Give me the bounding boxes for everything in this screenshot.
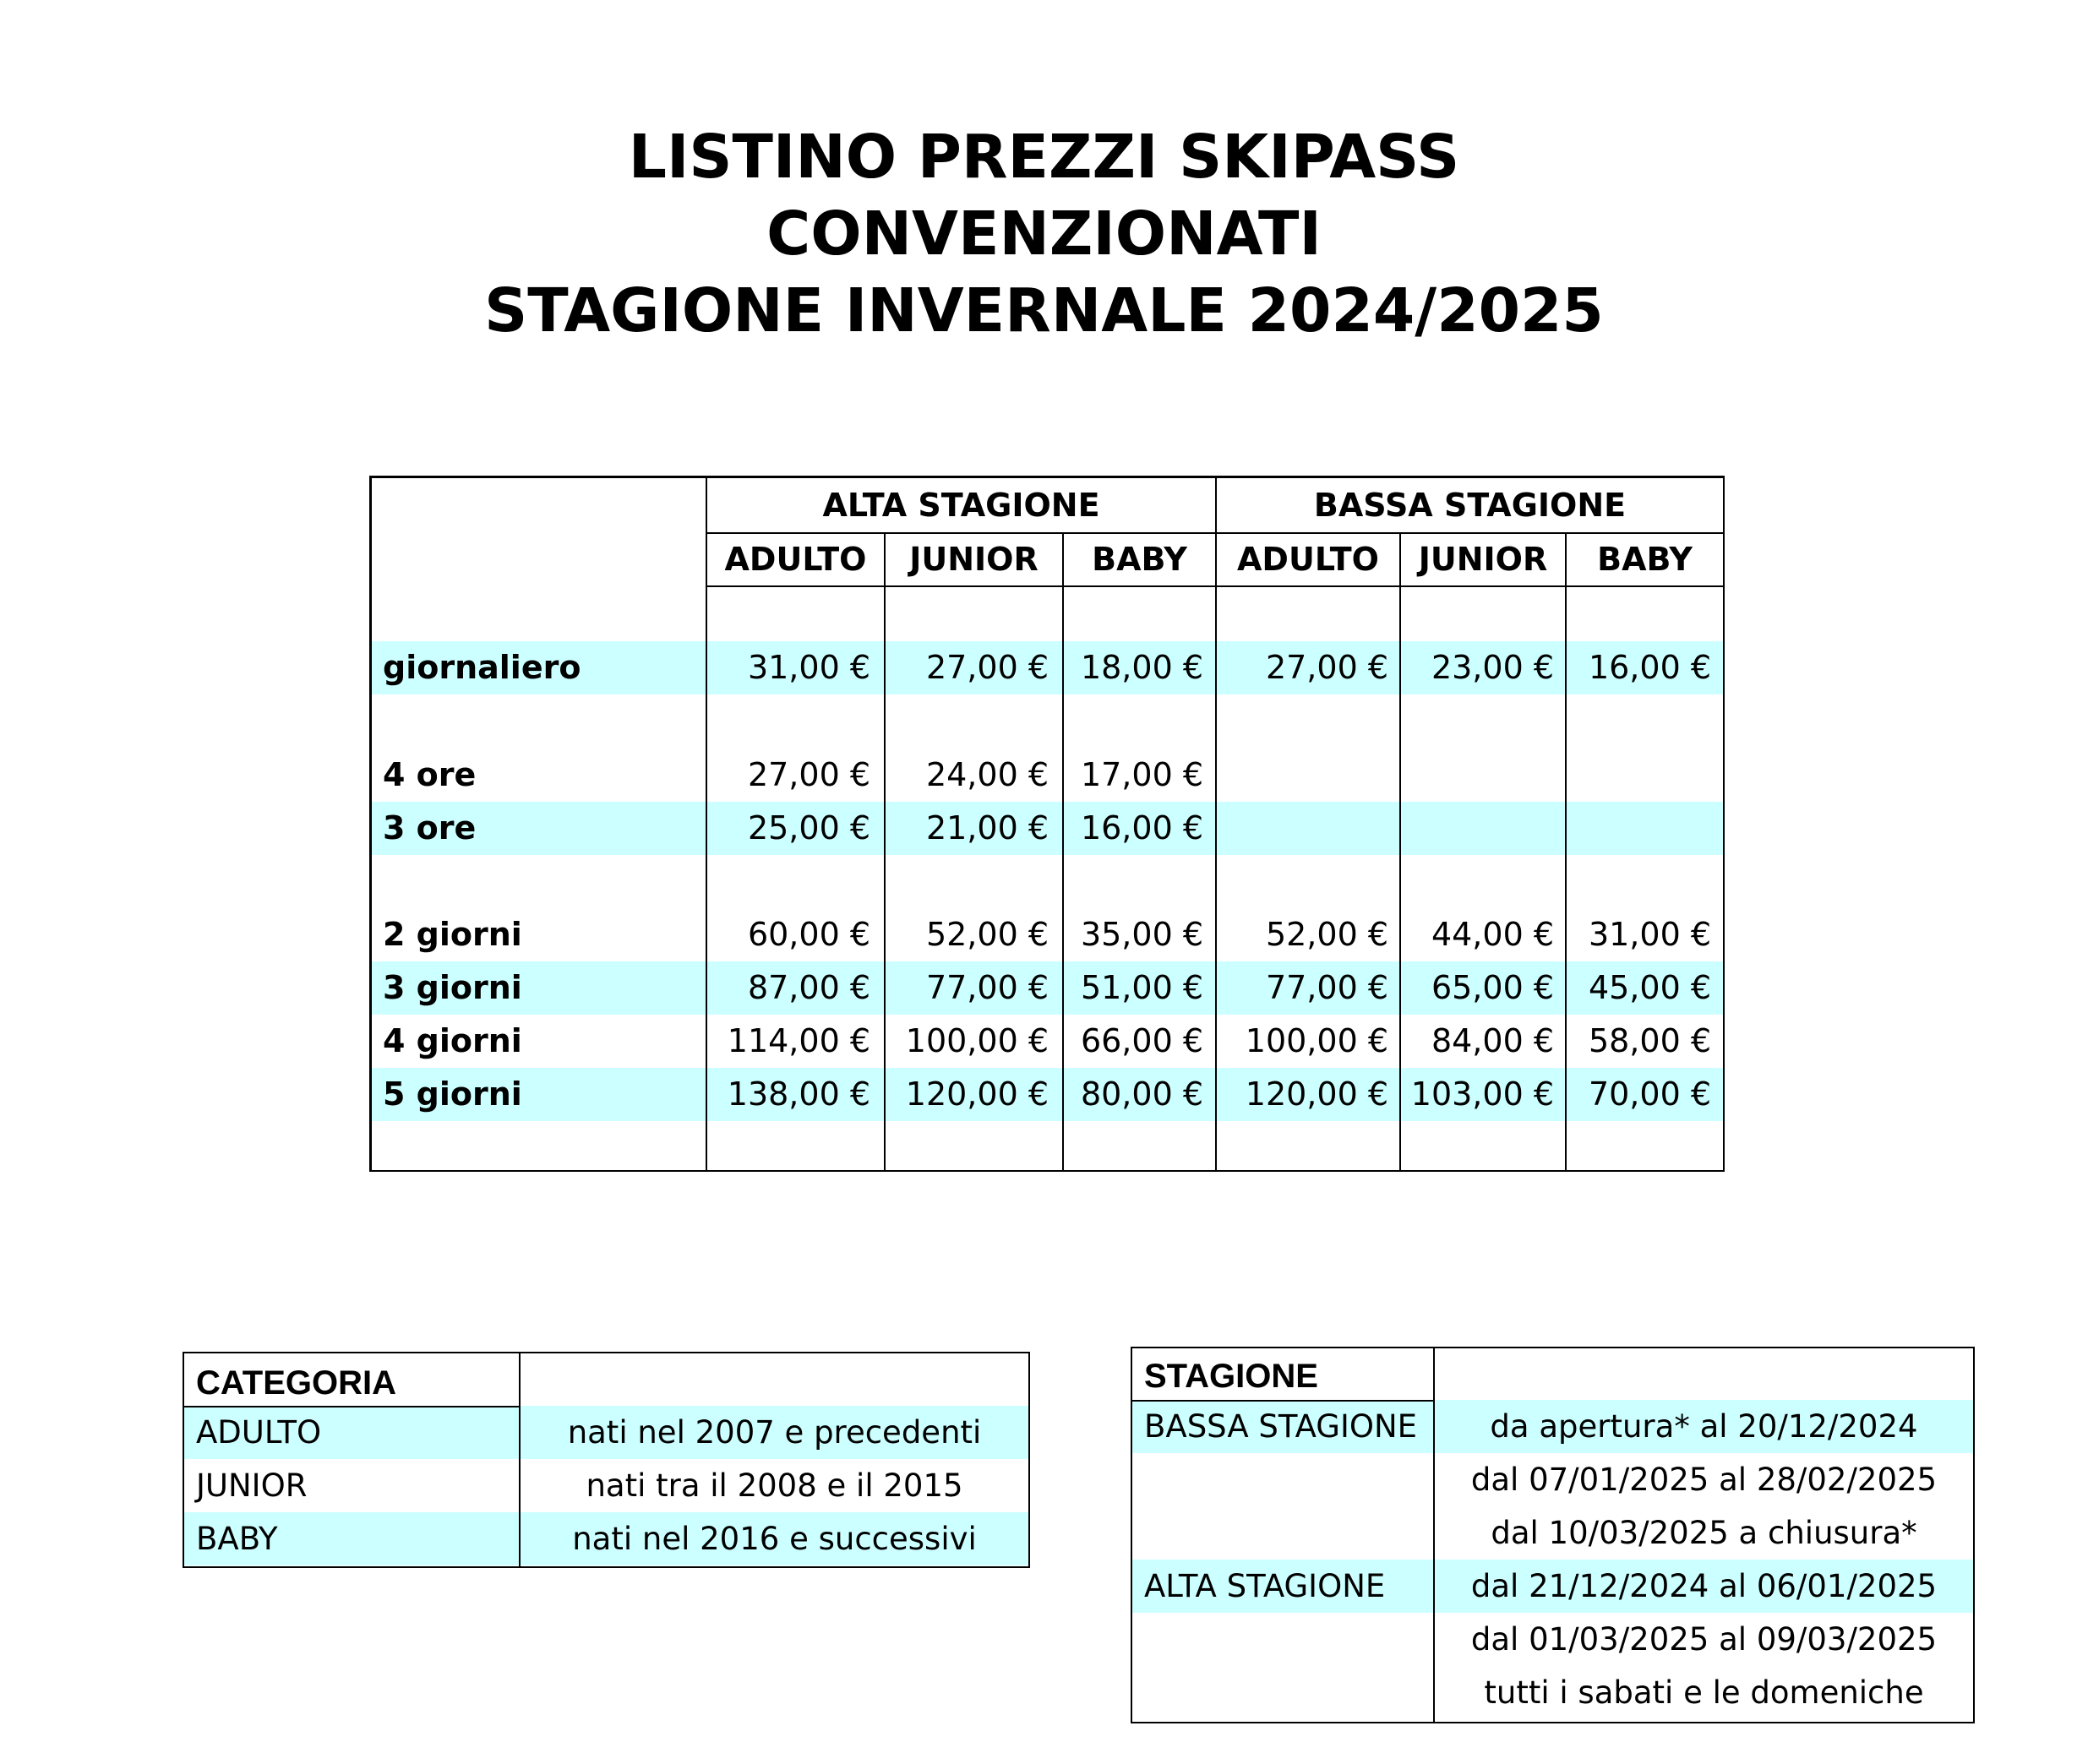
categoria-border-left bbox=[183, 1352, 184, 1568]
price-cell: 27,00 € bbox=[925, 649, 1049, 686]
price-cell: 52,00 € bbox=[925, 916, 1049, 953]
categoria-header: CATEGORIA bbox=[196, 1364, 397, 1402]
col-header-bassa-junior: JUNIOR bbox=[1418, 541, 1548, 578]
stagione-name-alta: ALTA STAGIONE bbox=[1144, 1568, 1386, 1604]
page-title bbox=[0, 118, 2088, 349]
row-label-4-giorni: 4 giorni bbox=[383, 1022, 522, 1059]
price-cell: 35,00 € bbox=[1080, 916, 1203, 953]
border-top bbox=[369, 476, 1725, 478]
price-cell: 58,00 € bbox=[1588, 1022, 1711, 1059]
price-cell: 16,00 € bbox=[1588, 649, 1711, 686]
categoria-table bbox=[183, 1352, 1030, 1570]
price-cell: 77,00 € bbox=[1265, 969, 1388, 1006]
col-header-alta-junior: JUNIOR bbox=[909, 541, 1039, 578]
price-cell: 120,00 € bbox=[1245, 1075, 1388, 1113]
title-line-2: CONVENZIONATI bbox=[766, 199, 1322, 269]
price-cell: 70,00 € bbox=[1588, 1075, 1711, 1113]
col-header-alta-adulto: ADULTO bbox=[724, 541, 867, 578]
price-cell: 45,00 € bbox=[1588, 969, 1711, 1006]
stagione-border-left bbox=[1131, 1347, 1132, 1723]
price-cell: 52,00 € bbox=[1265, 916, 1388, 953]
stagione-border-right bbox=[1973, 1347, 1975, 1723]
categoria-border-bottom bbox=[183, 1566, 1030, 1568]
stagione-desc: dal 07/01/2025 al 28/02/2025 bbox=[1470, 1462, 1938, 1498]
stagione-border-top bbox=[1131, 1347, 1975, 1348]
price-cell: 100,00 € bbox=[1245, 1022, 1388, 1059]
price-cell: 114,00 € bbox=[727, 1022, 870, 1059]
col-header-bassa-adulto: ADULTO bbox=[1237, 541, 1379, 578]
row-label-3-ore: 3 ore bbox=[383, 809, 477, 847]
price-cell: 27,00 € bbox=[1265, 649, 1388, 686]
border-right bbox=[1723, 476, 1725, 1172]
stagione-border-bottom bbox=[1131, 1722, 1975, 1723]
price-cell: 23,00 € bbox=[1431, 649, 1554, 686]
price-table bbox=[369, 476, 1725, 1172]
categoria-desc-adulto: nati nel 2007 e precedenti bbox=[567, 1414, 982, 1451]
stagione-desc: dal 10/03/2025 a chiusura* bbox=[1491, 1515, 1917, 1551]
col-header-bassa-baby: BABY bbox=[1597, 541, 1693, 578]
row-label-3-giorni: 3 giorni bbox=[383, 969, 522, 1006]
border-left bbox=[369, 476, 372, 1172]
border-bottom bbox=[369, 1170, 1725, 1172]
price-cell: 31,00 € bbox=[1588, 916, 1711, 953]
categoria-desc-baby: nati nel 2016 e successivi bbox=[572, 1521, 977, 1557]
price-cell: 60,00 € bbox=[747, 916, 870, 953]
row-label-giornaliero: giornaliero bbox=[383, 649, 581, 686]
price-cell: 21,00 € bbox=[925, 809, 1049, 847]
stagione-desc: dal 01/03/2025 al 09/03/2025 bbox=[1470, 1621, 1938, 1658]
price-cell: 51,00 € bbox=[1080, 969, 1203, 1006]
price-cell: 100,00 € bbox=[905, 1022, 1049, 1059]
price-cell: 17,00 € bbox=[1080, 756, 1203, 793]
price-cell: 18,00 € bbox=[1080, 649, 1203, 686]
price-cell: 44,00 € bbox=[1431, 916, 1554, 953]
row-label-5-giorni: 5 giorni bbox=[383, 1075, 522, 1113]
row-label-4-ore: 4 ore bbox=[383, 756, 477, 793]
categoria-name-baby: BABY bbox=[196, 1521, 278, 1557]
title-line-1: LISTINO PREZZI SKIPASS bbox=[628, 122, 1460, 192]
col-header-alta-baby: BABY bbox=[1092, 541, 1187, 578]
stagione-table bbox=[1131, 1347, 1975, 1725]
categoria-name-junior: JUNIOR bbox=[196, 1467, 308, 1504]
price-cell: 77,00 € bbox=[925, 969, 1049, 1006]
price-cell: 31,00 € bbox=[747, 649, 870, 686]
categoria-name-adulto: ADULTO bbox=[196, 1414, 322, 1451]
price-cell: 66,00 € bbox=[1080, 1022, 1203, 1059]
header-alta-stagione: ALTA STAGIONE bbox=[822, 487, 1100, 524]
price-cell: 84,00 € bbox=[1431, 1022, 1554, 1059]
price-cell: 65,00 € bbox=[1431, 969, 1554, 1006]
stagione-header: STAGIONE bbox=[1144, 1358, 1318, 1395]
categoria-desc-junior: nati tra il 2008 e il 2015 bbox=[586, 1467, 963, 1504]
price-cell: 80,00 € bbox=[1080, 1075, 1203, 1113]
categoria-border-top bbox=[183, 1352, 1030, 1353]
stagione-desc: da apertura* al 20/12/2024 bbox=[1490, 1408, 1918, 1445]
price-cell: 103,00 € bbox=[1410, 1075, 1554, 1113]
header-bassa-stagione: BASSA STAGIONE bbox=[1313, 487, 1627, 524]
categoria-border-right bbox=[1028, 1352, 1030, 1568]
price-cell: 138,00 € bbox=[727, 1075, 870, 1113]
title-line-3: STAGIONE INVERNALE 2024/2025 bbox=[484, 275, 1604, 346]
price-cell: 16,00 € bbox=[1080, 809, 1203, 847]
price-cell: 24,00 € bbox=[925, 756, 1049, 793]
stagione-desc: tutti i sabati e le domeniche bbox=[1484, 1674, 1924, 1711]
price-cell: 87,00 € bbox=[747, 969, 870, 1006]
row-label-2-giorni: 2 giorni bbox=[383, 916, 522, 953]
price-cell: 27,00 € bbox=[747, 756, 870, 793]
stagione-desc: dal 21/12/2024 al 06/01/2025 bbox=[1470, 1568, 1938, 1604]
price-cell: 25,00 € bbox=[747, 809, 870, 847]
stagione-name-bassa: BASSA STAGIONE bbox=[1144, 1408, 1418, 1445]
price-cell: 120,00 € bbox=[905, 1075, 1049, 1113]
